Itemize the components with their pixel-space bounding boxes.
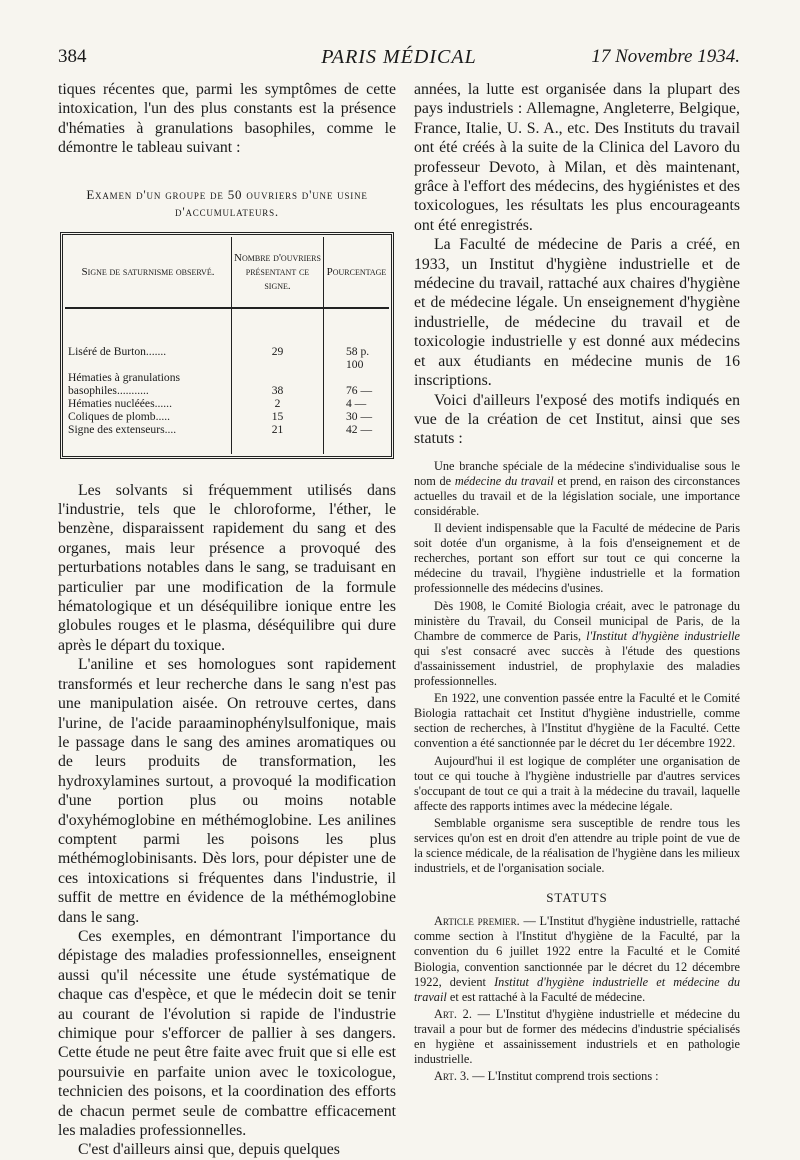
column-header-count: Nombre d'ouvriers présentant ce signe. xyxy=(232,237,324,308)
row-label: Coliques de plomb..... xyxy=(68,409,171,423)
motives-text xyxy=(414,459,740,877)
issue-date: 17 Novembre 1934. xyxy=(591,46,740,67)
row-percentage: 76 — xyxy=(323,371,389,397)
examples-paragraph: Ces exemples, en démontrant l'importance du dépistage des maladies professionnelles, enseignent aussi qu'il nécessite une étude systématique de chaque cas d'espèce, et que le médecin doit se tenir au courant de l'évolution si rapide de l'industrie chimique pour s'efforcer de pallier à ses dangers. Cette étude ne peut être faite avec fruit que si elle est poursuivie en parfaite union avec le toxicologue, technicien des poisons, et la coordination des efforts de chacun permet seule de combattre efficacement les maladies professionnelles. xyxy=(58,927,396,1140)
row-percentage: 30 — xyxy=(323,410,389,423)
page-number: 384 xyxy=(58,46,87,67)
article-1: Article premier. — L'Institut d'hygiène industrielle, rattaché comme section à l'Institut d'hygiène de la Faculté, par la convention du 6 juillet 1922 entre la Faculté et le Comité Biologia, convention sanctionnée par le décret du 12 décembre 1922, devient Institut d'hygiène industrielle et médecine du travail et est rattaché à la Faculté de médecine. xyxy=(414,914,741,1004)
page-header xyxy=(58,46,740,72)
statuts-heading: STATUTS xyxy=(546,890,608,906)
motives-intro: Voici d'ailleurs l'exposé des motifs indiqués en vue de la création de cet Institut, ainsi que ses statuts : xyxy=(414,391,740,448)
row-count: 38 xyxy=(232,371,324,397)
table-row xyxy=(65,308,389,371)
left-column xyxy=(58,80,396,1160)
row-label: Hématies nucléées...... xyxy=(68,396,172,410)
row-label: Hématies à granulations basophiles........... xyxy=(68,370,181,397)
table-caption: Examen d'un groupe de 50 ouvriers d'une usine d'accumulateurs. xyxy=(86,186,368,219)
motive-paragraph: Il devient indispensable que la Faculté de médecine de Paris soit dotée d'un organisme, à la fois d'enseignement et de recherches, portant son effort sur tout ce qui concerne la médecine du travail, l'hygiène industrielle et la formation professionnelle des médecins d'usines. xyxy=(414,521,740,596)
row-percentage: 58 p. 100 xyxy=(323,308,389,371)
motive-paragraph: En 1922, une convention passée entre la Faculté et le Comité Biologia rattachait cet Institut d'hygiène industrielle, comme section de recherches, à l'Institut d'hygiène de la Faculté. Cette convention a été sanctionnée par le décret du 1er décembre 1922. xyxy=(414,691,740,751)
right-column xyxy=(414,80,740,1084)
institutes-paragraph: années, la lutte est organisée dans la plupart des pays industriels : Allemagne, Angleterre, Belgique, France, Italie, U. S. A., etc. Des Instituts du travail ont été créés à la suite de la Clinica del Lavoro du professeur Devoto, à Milan, et dès maintenant, grâce à l'effort des médecins, des hygiénistes et des toxicologues, les résultats les plus encourageants ont été enregistrés. xyxy=(414,81,740,234)
aniline-paragraph: L'aniline et ses homologues sont rapidement transformés et leur recherche dans le sang n'est pas une manipulation aisée. On retrouve certes, dans l'urine, de l'acide paraaminophénylsulfonique, mais le passage dans le sang des amines aromatiques ou de leurs produits de transformation, les hydroxylamines surtout, a provoqué la modification d'une portion plus ou moins notable d'oxyhémoglobine en méthémoglobine. Les anilines comptent parmi les poisons les plus méthémoglobinisants. Dès lors, pour dépister une de ces intoxications si fréquentes dans l'industrie, il suffit de mettre en évidence de la méthémoglobine dans le sang. xyxy=(58,656,396,926)
row-percentage: 42 — xyxy=(323,423,389,454)
table-row xyxy=(65,371,389,397)
row-count: 2 xyxy=(232,397,324,410)
row-label: Liséré de Burton....... xyxy=(68,344,167,358)
row-count: 29 xyxy=(232,308,324,371)
column-header-percentage: Pourcentage xyxy=(323,237,389,308)
motive-paragraph: Semblable organisme sera susceptible de rendre tous les services qu'on est en droit d'en attendre au triple point de vue de la science médicale, de la réalisation de l'hygiène dans les milieux industriels, et de l'organisation sociale. xyxy=(414,815,740,876)
data-table xyxy=(60,232,394,459)
row-percentage: 4 — xyxy=(323,397,389,410)
article-2: Art. 2. — L'Institut d'hygiène industrielle et médecine du travail a pour but de former des médecins d'industrie spécialisés en hygiène et assainissement industriels et en pathologie industrielle. xyxy=(414,1006,740,1067)
motive-paragraph: Une branche spéciale de la médecine s'individualise sous le nom de médecine du travail et prend, en raison des circonstances actuelles du travail et de la législation sociale, une importance considérable. xyxy=(414,458,741,518)
table-row xyxy=(65,410,389,423)
motive-paragraph: Dès 1908, le Comité Biologia créait, avec le patronage du ministère du Travail, du Conseil municipal de Paris, de la Chambre de commerce de Paris, l'Institut d'hygiène industrielle qui s'est consacré avec succès à l'étude des questions d'assainissement industriel, de prophylaxie des maladies professionnelles. xyxy=(414,598,740,689)
article-3: Art. 3. — L'Institut comprend trois sections : xyxy=(434,1069,659,1084)
faculty-paragraph: La Faculté de médecine de Paris a créé, en 1933, un Institut d'hygiène industrielle et de médecine du travail, rattaché aux chaires d'hygiène et de médecine légale. Un enseignement d'hygiène industrielle, de médecine du travail et de toxicologie industrielle y est donné aux médecins et aux étudiants en médecine munis de 16 inscriptions. xyxy=(414,236,740,390)
closing-fragment: C'est d'ailleurs ainsi que, depuis quelques xyxy=(78,1141,340,1159)
row-count: 21 xyxy=(232,423,324,454)
row-label: Signe des extenseurs.... xyxy=(68,422,177,436)
table-row xyxy=(65,423,389,454)
intro-paragraph: tiques récentes que, parmi les symptômes de cette intoxication, l'un des plus constants est la présence d'hématies à granulations basophiles, comme le démontre le tableau suivant : xyxy=(58,81,396,157)
table-row xyxy=(65,397,389,410)
motive-paragraph: Aujourd'hui il est logique de compléter une organisation de tout ce qui touche à l'hygiène industrielle par d'autres services s'occupant de tout ce qui a trait à la médecine du travail, laquelle affecte des rapports intimes avec la médecine légale. xyxy=(414,753,740,813)
column-header-sign: Signe de saturnisme observé. xyxy=(65,237,232,308)
journal-title: PARIS MÉDICAL xyxy=(321,46,477,68)
solvents-paragraph: Les solvants si fréquemment utilisés dans l'industrie, tels que le chloroforme, l'éther, le benzène, disparaissent rapidement du sang et des organes, mais leur présence a provoqué des perturbations notables dans le sang, se traduisant en particulier par une modification de la formule hématologique et un déséquilibre ionique entre les globules rouges et le plasma, déséquilibre qui dure après le départ du toxique. xyxy=(58,481,396,654)
row-count: 15 xyxy=(232,410,324,423)
